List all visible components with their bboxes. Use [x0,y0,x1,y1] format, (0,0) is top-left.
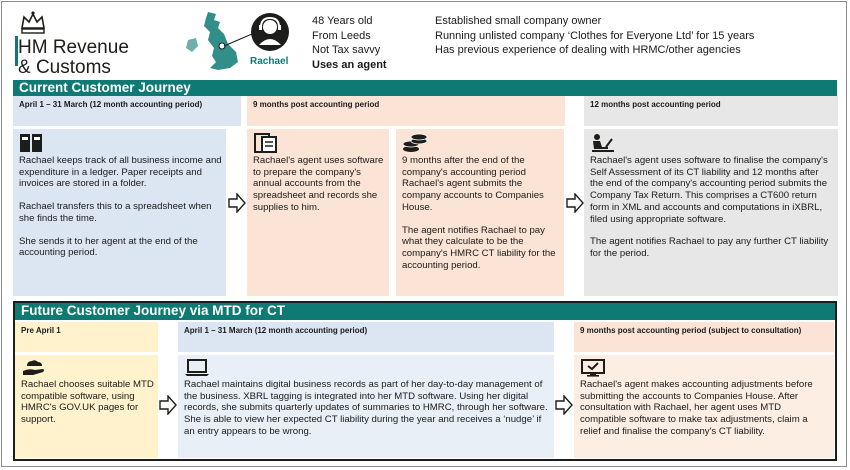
future-card-finalise [574,355,834,458]
card-text: Rachael's agent uses software to prepare the company's annual accounts from the spreadsheet and records she supplies to him. [253,155,384,213]
current-phase-label: 9 months post accounting period [247,96,565,126]
crown-crest-icon [20,10,46,36]
persona-fact: Uses an agent [312,58,387,71]
card-text: Rachael chooses suitable MTD compatible software, using HMRC's GOV.UK pages for support. [21,379,154,426]
coins-icon [402,133,428,153]
ledger-binders-icon [19,133,45,153]
card-text: She sends it to her agent at the end of the accounting period. [19,235,198,259]
future-phase-label: 9 months post accounting period (subject to consultation) [574,322,834,352]
future-phase-label: April 1 – 31 March (12 month accounting period) [178,322,554,352]
flow-arrow-icon [159,395,177,415]
current-phase-label: April 1 – 31 March (12 month accounting period) [13,96,241,126]
current-phase-label: 12 months post accounting period [584,96,838,126]
future-card-digital-records [178,355,554,458]
persona-facts [312,14,427,72]
card-text: 9 months after the end of the company's accounting period Rachael's agent submits the company accounts to Companies House. [402,155,544,213]
current-journey-title: Current Customer Journey [13,80,837,96]
card-text: Rachael transfers this to a spreadsheet when she finds the time. [19,201,212,224]
persona-fact: Established small company owner [435,15,602,27]
persona-fact: Running unlisted company ‘Clothes for Everyone Ltd’ for 15 years [435,29,755,42]
persona-fact: 48 Years old [312,15,373,27]
current-card-return [584,129,838,296]
hmrc-logo-text [18,38,129,78]
laptop-icon [184,359,210,377]
card-text: Rachael's agent uses software to finalise the company's Self Assessment of its CT liability and 12 months after the end of the company's accounting period submits the Company Tax Return. This comprises a CT600 return form in XML and accounts and computations in iXBRL, filed using appropriate software. [590,155,828,225]
current-card-prepare [247,129,389,296]
persona-fact: Not Tax savvy [312,44,381,56]
card-text: Rachael's agent makes accounting adjustments before submitting the accounts to Companies House. After consultation with Rachael, her agent uses MTD compatible software to make tax adjustments, claim a relief and finalise the company's CT liability. [580,379,813,437]
card-text: The agent notifies Rachael to pay what they calculate to be the company's HMRC CT liability for the accounting period. [402,224,556,271]
hand-with-cloud-icon [21,359,47,377]
monitor-check-icon [580,359,606,377]
future-card-software [15,355,158,458]
current-card-submit [396,129,564,296]
persona-fact: From Leeds [312,29,371,42]
persona-background [435,14,845,58]
flow-arrow-icon [555,395,573,415]
person-at-desk-icon [590,133,616,153]
persona-name: Rachael [250,56,289,67]
logo-accent-bar [15,36,18,66]
uk-map-icon [180,10,255,74]
flow-arrow-icon [566,193,584,213]
card-text: Rachael maintains digital business records as part of her day-to-day management of the business. XBRL tagging is integrated into her MTD software. Using her digital records, she submits quarterly updates of summaries to HMRC, through her software. She is able to view her expected CT liability during the year and receives a ‘nudge’ if an entry appears to be wrong. [184,379,548,437]
flow-arrow-icon [228,193,246,213]
future-phase-label: Pre April 1 [15,322,158,352]
persona-fact: Has previous experience of dealing with HRMC/other agencies [435,44,741,56]
agent-avatar-icon [250,12,290,52]
card-text: The agent notifies Rachael to pay any further CT liability for the period. [590,236,829,259]
logo-line1: HM Revenue [18,37,129,58]
future-journey-title: Future Customer Journey via MTD for CT [15,303,835,320]
card-text: Rachael keeps track of all business income and expenditure in a ledger. Paper receipts and invoices are stored in a folder. [19,155,222,190]
documents-icon [253,133,279,153]
logo-line2: & Customs [18,57,111,78]
current-card-records [13,129,226,296]
